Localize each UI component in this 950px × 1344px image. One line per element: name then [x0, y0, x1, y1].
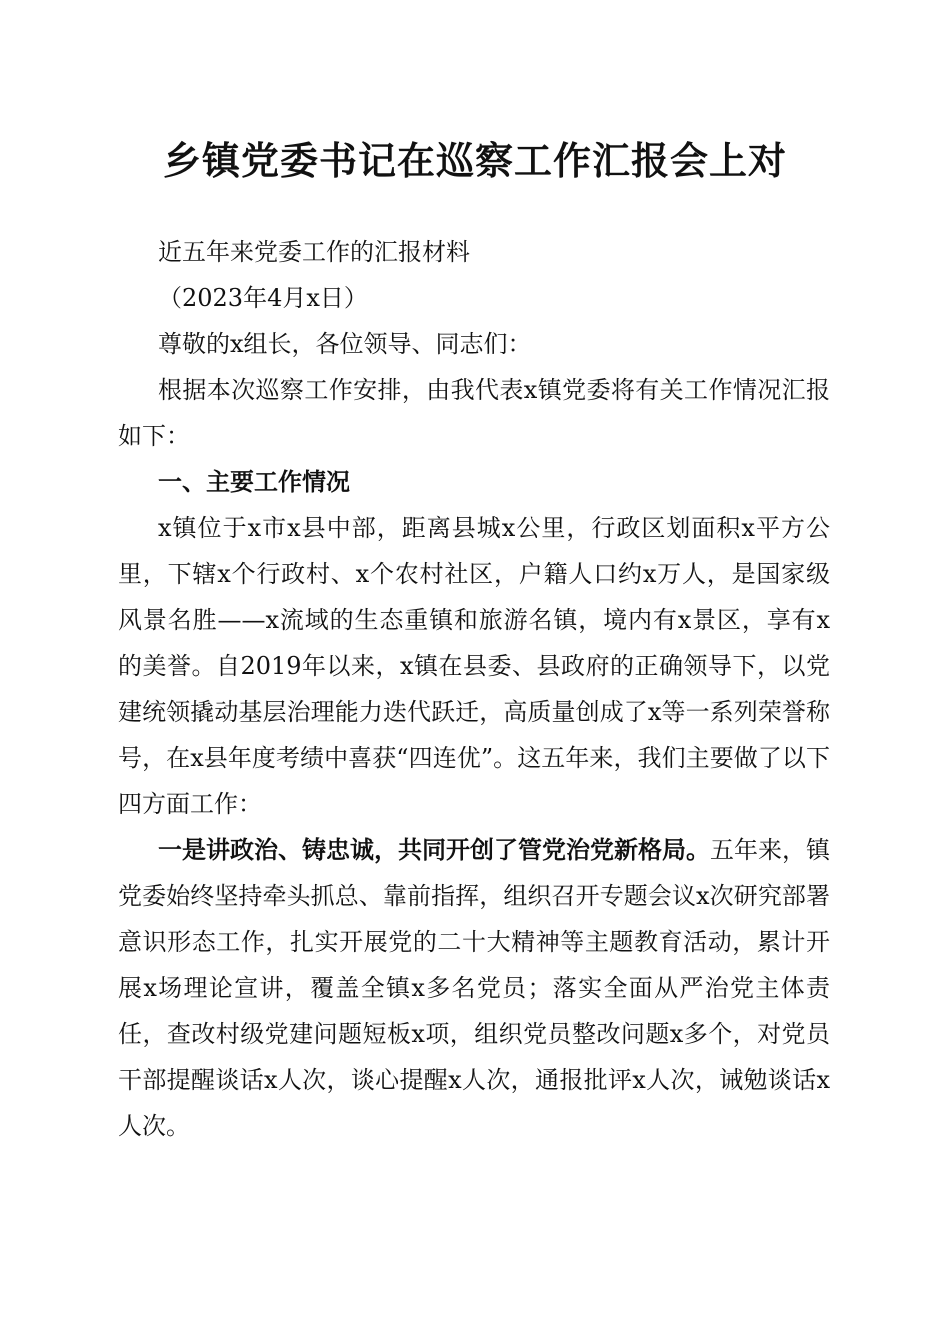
document-subtitle: 近五年来党委工作的汇报材料: [158, 238, 470, 266]
intro-paragraph: 根据本次巡察工作安排，由我代表x镇党委将有关工作情况汇报如下：: [118, 376, 830, 450]
paragraph-lead: 一是讲政治、铸忠诚，共同开创了管党治党新格局。: [158, 835, 710, 864]
work-paragraph: [118, 827, 830, 1149]
salutation: 尊敬的x组长，各位领导、同志们：: [158, 330, 532, 358]
document-date: （2023年4月x日）: [158, 284, 368, 312]
document-body: [118, 229, 830, 1149]
overview-paragraph: x镇位于x市x县中部，距离县城x公里，行政区划面积x平方公里，下辖x个行政村、x个农村社区，户籍人口约x万人，是国家级风景名胜——x流域的生态重镇和旅游名镇，境内有x景区，享有x的美誉。自2019年以来，x镇在县委、县政府的正确领导下，以党建统领撬动基层治理能力迭代跃迁，高质量创成了x等一系列荣誉称号，在x县年度考绩中喜获“四连优”。这五年来，我们主要做了以下四方面工作：: [118, 514, 830, 818]
section-heading: 一、主要工作情况: [158, 468, 350, 496]
paragraph-text: 五年来，镇党委始终坚持牵头抓总、靠前指挥，组织召开专题会议x次研究部署意识形态工作，扎实开展党的二十大精神等主题教育活动，累计开展x场理论宣讲，覆盖全镇x多名党员；落实全面从严治党主体责任，查改村级党建问题短板x项，组织党员整改问题x多个，对党员干部提醒谈话x人次，谈心提醒x人次，通报批评x人次，诫勉谈话x人次。: [118, 836, 830, 1140]
document-title: 乡镇党委书记在巡察工作汇报会上对: [162, 138, 787, 183]
